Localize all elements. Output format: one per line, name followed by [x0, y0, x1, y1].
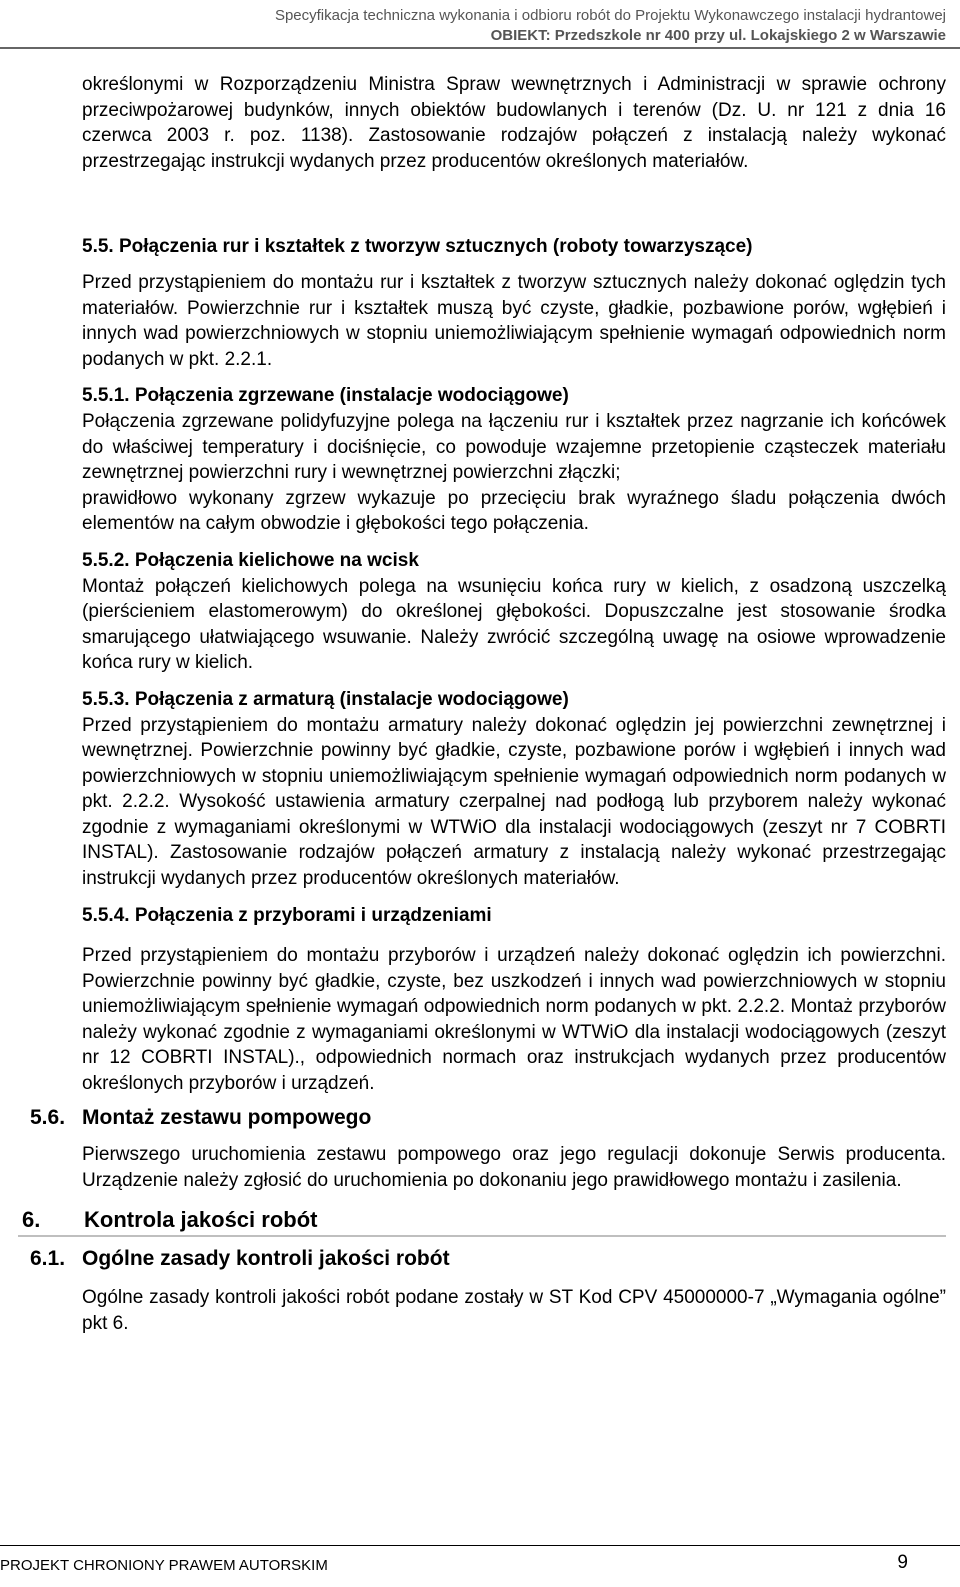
section-6-1-heading	[30, 1245, 960, 1273]
section-6-title: Kontrola jakości robót	[84, 1207, 318, 1232]
section-5-5-heading: 5.5. Połączenia rur i kształtek z tworzyw sztucznych (roboty towarzyszące)	[82, 236, 753, 257]
section-6-heading	[18, 1205, 946, 1237]
footer-copyright: PROJEKT CHRONIONY PRAWEM AUTORSKIM	[0, 1557, 328, 1574]
section-5-5-2-paragraph: Montaż połączeń kielichowych polega na wsunięciu końca rury w kielich, z osadzoną uszczelką (pierścieniem elastomerowym) do określonej głębokości. Dopuszczalne jest stosowanie środka smarującego ułatwiającego wsuwanie. Należy zwrócić szczególną uwagę na osiowe wprowadzenie końca rury w kielich.	[82, 575, 946, 673]
header-divider	[0, 47, 960, 49]
section-5-5-paragraph: Przed przystąpieniem do montażu rur i kształtek z tworzyw sztucznych należy dokonać oględzin tych materiałów. Powierzchnie rur i kształtek muszą być czyste, gładkie, pozbawione porów, wgłębień i innych wad powierzchniowych w stopniu uniemożliwiającym spełnienie wymagań odpowiednich norm podanych w pkt. 2.2.1.	[82, 272, 946, 370]
section-5-5-3-heading: 5.5.3. Połączenia z armaturą (instalacje wodociągowe)	[82, 688, 569, 710]
section-5-5-2-heading: 5.5.2. Połączenia kielichowe na wcisk	[82, 549, 419, 571]
section-5-6-heading	[30, 1104, 960, 1132]
page-number: 9	[897, 1552, 908, 1573]
section-5-5-3-paragraph: Przed przystąpieniem do montażu armatury należy dokonać oględzin jej powierzchni zewnętrznej i wewnętrznej. Powierzchnie powinny być gładkie, czyste, pozbawione porów i wgłębień i innych wad powierzchniowych w stopniu uniemożliwiającym spełnienie wymagań odpowiednich norm podanych w pkt. 2.2.2. Wysokość ustawienia armatury czerpalnej nad podłogą lub przyborem należy wykonać zgodnie z wymaganiami określonymi w WTWiO dla instalacji wodociągowych (zeszyt nr 7 COBRTI INSTAL). Zastosowanie rodzajów połączeń armatury z instalacją należy wykonać przestrzegając instrukcji wydanych przez producentów określonych materiałów.	[82, 714, 946, 889]
section-5-5-4-paragraph: Przed przystąpieniem do montażu przyborów i urządzeń należy dokonać oględzin ich powierzchni. Powierzchnie powinny być gładkie, czyste, bez uszkodzeń i innych wad powierzchniowych w stopniu uniemożliwiającym spełnienie wymagań odpowiednich norm podanych w pkt. 2.2.2. Montaż przyborów należy wykonać zgodnie z wymaganiami określonymi w WTWiO dla instalacji wodociągowych (zeszyt nr 12 COBRTI INSTAL)., odpowiednich normach oraz instrukcjach wydanych przez producentów określonych przyborów i urządzeń.	[82, 945, 946, 1094]
section-5-6-paragraph: Pierwszego uruchomienia zestawu pompowego oraz jego regulacji dokonuje Serwis producenta. Urządzenie należy zgłosić do uruchomienia po dokonaniu jego prawidłowego montażu i zasilenia.	[82, 1144, 946, 1191]
section-5-5-1-paragraph-1: Połączenia zgrzewane polidyfuzyjne polega na łączeniu rur i kształtek przez nagrzanie ich końcówek do właściwej temperatury i dociśnięcie, co powoduje wzajemne przetopienie cząsteczek materiału zewnętrznej powierzchni rury i wewnętrznej powierzchni złączki;	[82, 411, 946, 483]
section-5-5-1-heading: 5.5.1. Połączenia zgrzewane (instalacje wodociągowe)	[82, 385, 569, 406]
section-5-6-number: 5.6.	[30, 1106, 66, 1129]
section-6-1-title: Ogólne zasady kontroli jakości robót	[82, 1247, 450, 1270]
section-6-number: 6.	[22, 1207, 41, 1232]
section-5-6-title: Montaż zestawu pompowego	[82, 1106, 372, 1129]
header-title: Specyfikacja techniczna wykonania i odbioru robót do Projektu Wykonawczego instalacji hydrantowej	[274, 7, 946, 24]
section-5-5-4-heading: 5.5.4. Połączenia z przyborami i urządzeniami	[82, 905, 492, 926]
section-6-1-paragraph: Ogólne zasady kontroli jakości robót podane zostały w ST Kod CPV 45000000-7 „Wymagania ogólne” pkt 6.	[82, 1287, 946, 1334]
header-object: OBIEKT: Przedszkole nr 400 przy ul. Lokajskiego 2 w Warszawie	[490, 27, 946, 44]
page-header	[275, 6, 946, 46]
section-5-5-1-paragraph-2: prawidłowo wykonany zgrzew wykazuje po przecięciu brak wyraźnego śladu połączenia dwóch elementów na całym obwodzie i głębokości tego połączenia.	[82, 487, 946, 534]
section-6-1-number: 6.1.	[30, 1247, 66, 1270]
intro-paragraph: określonymi w Rozporządzeniu Ministra Spraw wewnętrznych i Administracji w sprawie ochrony przeciwpożarowej budynków, innych obiektów budowlanych i terenów (Dz. U. nr 121 z dnia 16 czerwca 2003 r. poz. 1138). Zastosowanie rodzajów połączeń z instalacją należy wykonać przestrzegając instrukcji wydanych przez producentów określonych materiałów.	[82, 74, 946, 172]
document-body	[0, 72, 960, 1336]
footer-divider	[0, 1545, 960, 1546]
